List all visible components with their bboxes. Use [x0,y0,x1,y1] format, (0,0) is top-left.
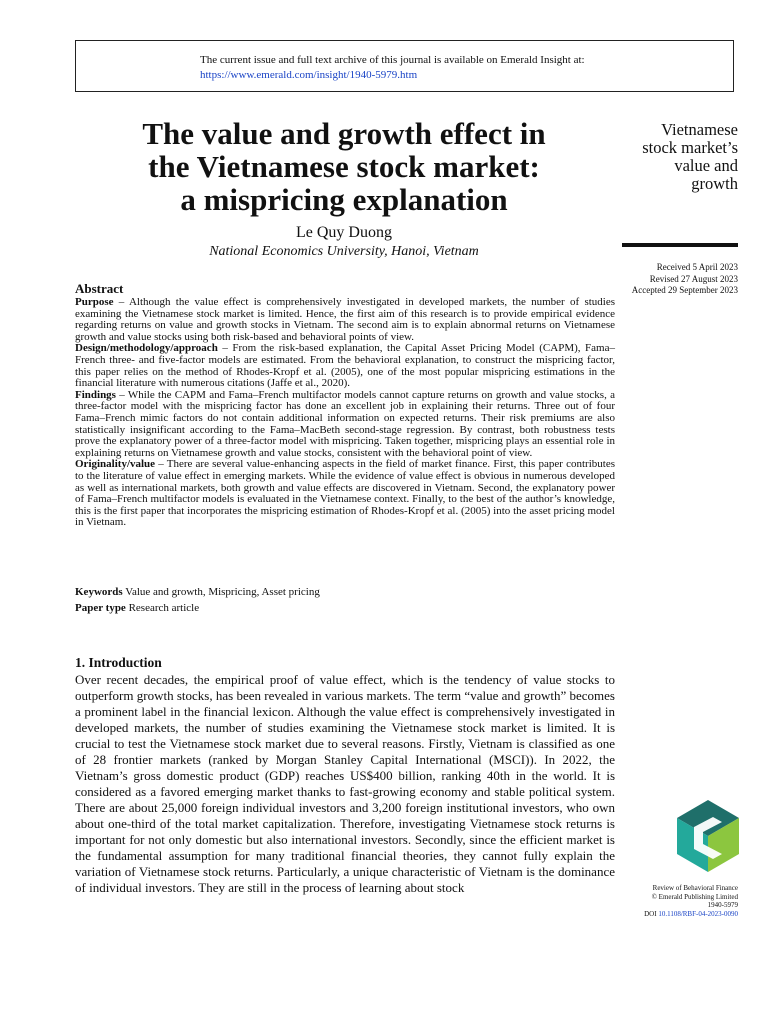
access-notice-text: The current issue and full text archive of this journal is available on Emerald Insight at: [200,54,585,66]
doi-label: DOI [644,909,657,918]
keywords-label: Keywords [75,586,123,598]
access-notice-box [75,40,734,92]
introduction-text: Over recent decades, the empirical proof of value effect, which is the tendency of value stocks to outperform growth stocks, has been revealed in various markets. The term “value and growth” becomes a prominent label in the financial lexicon. Although the value effect is comprehensively investigated in developed markets, the number of studies examining the Vietnamese stock market is limited. It is crucial to test the Vietnamese stock market due to several reasons. Firstly, Vietnam is classified as one of 28 frontier markets (ranked by Morgan Stanley Capital International (MSCI)). In 2022, the Vietnam’s gross domestic product (GDP) reaches US$400 billion, ranking 40th in the world. It is considered as a favored emerging market thanks to fast-growing economy and stable political system. There are about 25,000 foreign individual investors and 3,200 foreign institutional investors, who own about one-third of the total market capitalization. Therefore, investigating Vietnamese stock returns is important for not only domestic but also international investors. Secondly, since the efficient market is the fundamental assumption for many traditional financial theories, they cannot fully explain the variation of Vietnamese stock returns. Particularly, a unique characteristic of Vietnam is the dominance of individual investors. They are still in the process of learning about stock [75,672,615,895]
introduction-heading: 1. Introduction [75,655,162,670]
abstract-heading: Abstract [75,281,124,296]
running-title-line: value and [674,156,738,175]
running-title-line: stock market’s [642,138,738,157]
received-date: Received 5 April 2023 [656,262,738,272]
paper-type [75,602,199,614]
findings-label: Findings [75,388,116,401]
journal-archive-link[interactable]: https://www.emerald.com/insight/1940-5979.htm [200,69,418,81]
purpose-label: Purpose [75,296,114,308]
sidebar-rule [622,243,738,247]
design-text: – From the risk-based explanation, the Capital Asset Pricing Model (CAPM), Fama–French three- and five-factor models are estimated. From the behavioral explanation, to construct the mispricing factor, this paper relies on the method of Rhodes-Kropf et al. (2005), one of the most popular mispricing estimations in the financial literature with numerous citations (Jaffe et al., 2020). [75,342,615,390]
abstract-body [75,297,615,529]
design-label: Design/methodology/approach [75,342,218,355]
journal-name: Review of Behavioral Finance [652,884,738,892]
originality-text: – There are several value-enhancing aspects in the field of market finance. First, this paper contributes to the literature of value effect in emerging markets. While the evidence of value effect is obvious in numerous developed as well as international markets, both growth and value effects are discovered in Vietnam. Second, the explanatory power of Fama–French multifactor models is evaluated in the Vietnamese context. Finally, to the best of the author’s knowledge, this is the first paper that incorporates the mispricing estimation of Rhodes-Kropf et al. (2005) into the asset pricing model in Vietnam. [75,458,615,529]
article-dates [600,262,738,297]
doi-link[interactable]: 10.1108/RBF-04-2023-0090 [658,909,738,918]
accepted-date: Accepted 29 September 2023 [631,285,738,295]
title-line: the Vietnamese stock market: [148,149,540,184]
title-line: a mispricing explanation [180,182,508,217]
issn: 1940-5979 [707,901,738,909]
emerald-logo-icon [677,800,739,872]
findings-text: – While the CAPM and Fama–French multifactor models cannot capture returns on growth and value stocks, a three-factor model with the mispricing factor has done an excellent job in explaining their returns. Three out of four Fama–French mimic factors do not contain additional information on expected returns. Their risk premiums are also statistically insignificant according to the Fama–MacBeth second-stage regression. By contrast, both robustness tests prove the explanatory power of a three-factor model with mispricing. Taken together, mispricing plays an essential role in explaining returns on Vietnamese growth and value stocks, consistent with the behavioral point of view. [75,388,615,459]
running-title-line: growth [691,174,738,193]
purpose-text: – Although the value effect is comprehensively investigated in developed markets, the number of studies examining the Vietnamese stock market is limited. Hence, the first aim of this research is to provide empirical evidence regarding returns on value and growth stocks in Vietnam. The second aim is to explain abnormal returns on Vietnamese growth and value stocks using both risk-based and behavioral points of view. [75,296,615,343]
keywords [75,586,320,598]
abstract-findings [75,390,615,460]
originality-label: Originality/value [75,458,156,471]
abstract-design [75,343,615,389]
author-name: Le Quy Duong [296,224,392,241]
running-title [608,121,738,193]
title-line: The value and growth effect in [142,116,546,151]
author-affiliation: National Economics University, Hanoi, Vietnam [209,244,479,259]
doi-line [610,910,738,919]
publisher: © Emerald Publishing Limited [651,892,738,901]
running-title-line: Vietnamese [661,120,738,139]
keywords-text: Value and growth, Mispricing, Asset pricing [122,586,320,598]
article-title [90,117,598,216]
revised-date: Revised 27 August 2023 [649,273,738,284]
abstract-purpose [75,297,615,343]
abstract-originality [75,459,615,529]
journal-info [610,884,738,918]
paper-type-text: Research article [125,602,200,614]
paper-type-label: Paper type [75,602,126,614]
